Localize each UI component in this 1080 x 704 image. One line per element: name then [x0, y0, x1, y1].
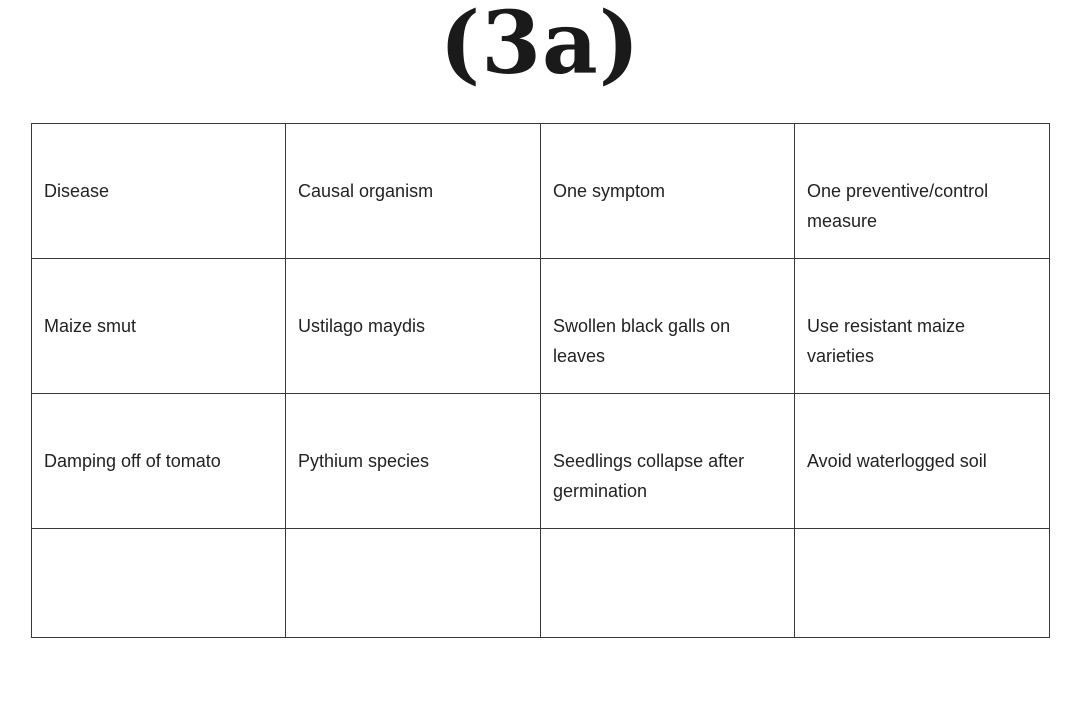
- table-row: [32, 394, 1050, 529]
- table-cell-empty: [795, 529, 1050, 638]
- question-number-heading: (3a): [439, 0, 641, 94]
- table-cell: Seedlings collapse after germination: [541, 394, 795, 529]
- table-cell: Use resistant maize varieties: [795, 259, 1050, 394]
- header-cell-control-measure: One preventive/control measure: [795, 124, 1050, 259]
- table-cell: Avoid waterlogged soil: [795, 394, 1050, 529]
- header-cell-causal-organism: Causal organism: [286, 124, 541, 259]
- table-cell: Pythium species: [286, 394, 541, 529]
- table-cell: Swollen black galls on leaves: [541, 259, 795, 394]
- table-header-row: [32, 124, 1050, 259]
- table-row-empty: [32, 529, 1050, 638]
- table-row: [32, 259, 1050, 394]
- table-cell-empty: [32, 529, 286, 638]
- table-cell: Maize smut: [32, 259, 286, 394]
- disease-table: [31, 123, 1050, 638]
- header-cell-symptom: One symptom: [541, 124, 795, 259]
- table-cell-empty: [286, 529, 541, 638]
- table-cell: Damping off of tomato: [32, 394, 286, 529]
- table-cell: Ustilago maydis: [286, 259, 541, 394]
- header-cell-disease: Disease: [32, 124, 286, 259]
- table-cell-empty: [541, 529, 795, 638]
